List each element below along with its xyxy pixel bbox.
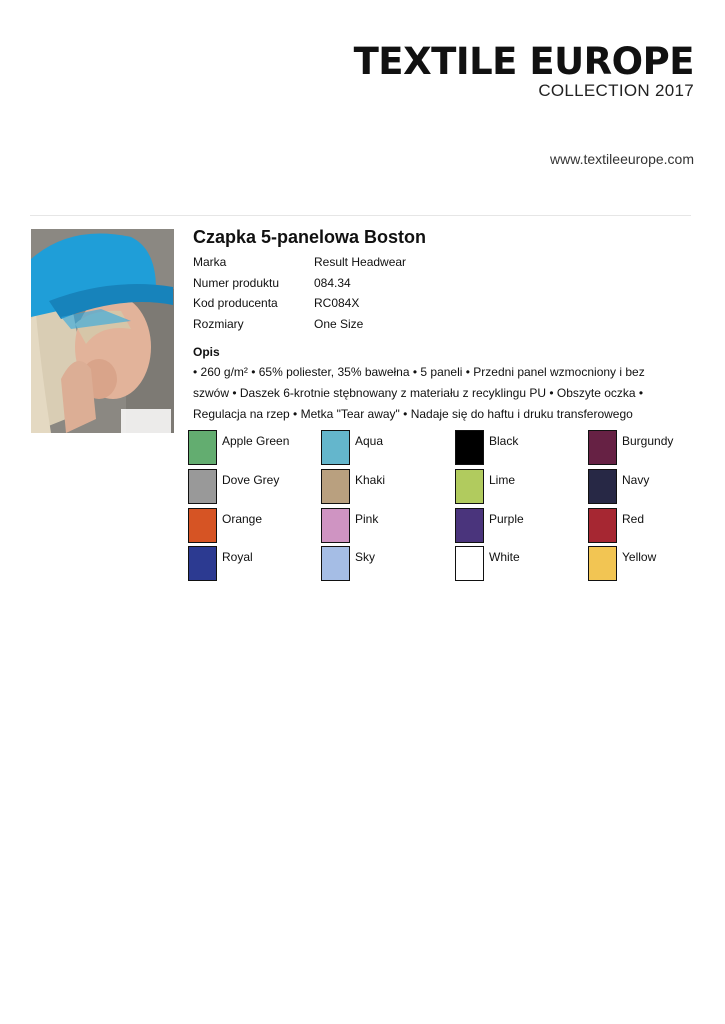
color-swatch <box>188 430 217 465</box>
brand-subtitle: COLLECTION 2017 <box>538 81 694 100</box>
color-label: Dove Grey <box>222 473 280 487</box>
product-title: Czapka 5-panelowa Boston <box>193 227 427 247</box>
color-label: Black <box>489 434 519 448</box>
color-swatch <box>455 430 484 465</box>
color-swatch <box>188 469 217 504</box>
color-label: Yellow <box>622 550 657 564</box>
brand-header <box>354 42 694 100</box>
color-label: Red <box>622 512 645 526</box>
description-text: • 260 g/m² • 65% poliester, 35% bawełna • 5 paneli • Przedni panel wzmocniony i bez szwów • Daszek 6-krotnie stębnowany z materiału z recyklingu PU • Obszyte oczka • Regulacja na rzep • Metka "Tear away" • Nadaje się do haftu i druku transferowego <box>193 365 645 421</box>
color-swatch <box>455 469 484 504</box>
color-swatch <box>188 546 217 581</box>
color-swatch <box>455 508 484 543</box>
color-swatch <box>455 546 484 581</box>
color-label: Navy <box>622 473 650 487</box>
color-label: Royal <box>222 550 253 564</box>
spec-value: 084.34 <box>314 276 351 290</box>
website-link[interactable]: www.textileeurope.com <box>550 151 694 167</box>
spec-value: RC084X <box>314 296 360 310</box>
header-divider <box>30 215 691 216</box>
color-label: Purple <box>489 512 524 526</box>
product-photo <box>31 229 174 433</box>
color-label: Apple Green <box>222 434 290 448</box>
color-label: Orange <box>222 512 263 526</box>
spec-value: One Size <box>314 317 364 331</box>
spec-value: Result Headwear <box>314 255 407 269</box>
color-swatch <box>188 508 217 543</box>
spec-label: Marka <box>193 255 227 269</box>
color-label: Khaki <box>355 473 386 487</box>
color-swatch <box>588 546 617 581</box>
color-label: Pink <box>355 512 379 526</box>
color-label: Aqua <box>355 434 384 448</box>
spec-label: Rozmiary <box>193 317 244 331</box>
brand-title: TEXTILE EUROPE <box>353 40 694 83</box>
color-label: Sky <box>355 550 376 564</box>
spec-label: Numer produktu <box>193 276 280 290</box>
color-swatch <box>321 430 350 465</box>
color-label: White <box>489 550 520 564</box>
color-label: Lime <box>489 473 516 487</box>
color-swatch <box>588 430 617 465</box>
color-label: Burgundy <box>622 434 674 448</box>
color-swatch <box>588 469 617 504</box>
color-swatch <box>321 546 350 581</box>
color-swatch <box>321 469 350 504</box>
description-title: Opis <box>193 345 220 359</box>
color-swatch <box>321 508 350 543</box>
color-swatch <box>588 508 617 543</box>
spec-label: Kod producenta <box>193 296 278 310</box>
